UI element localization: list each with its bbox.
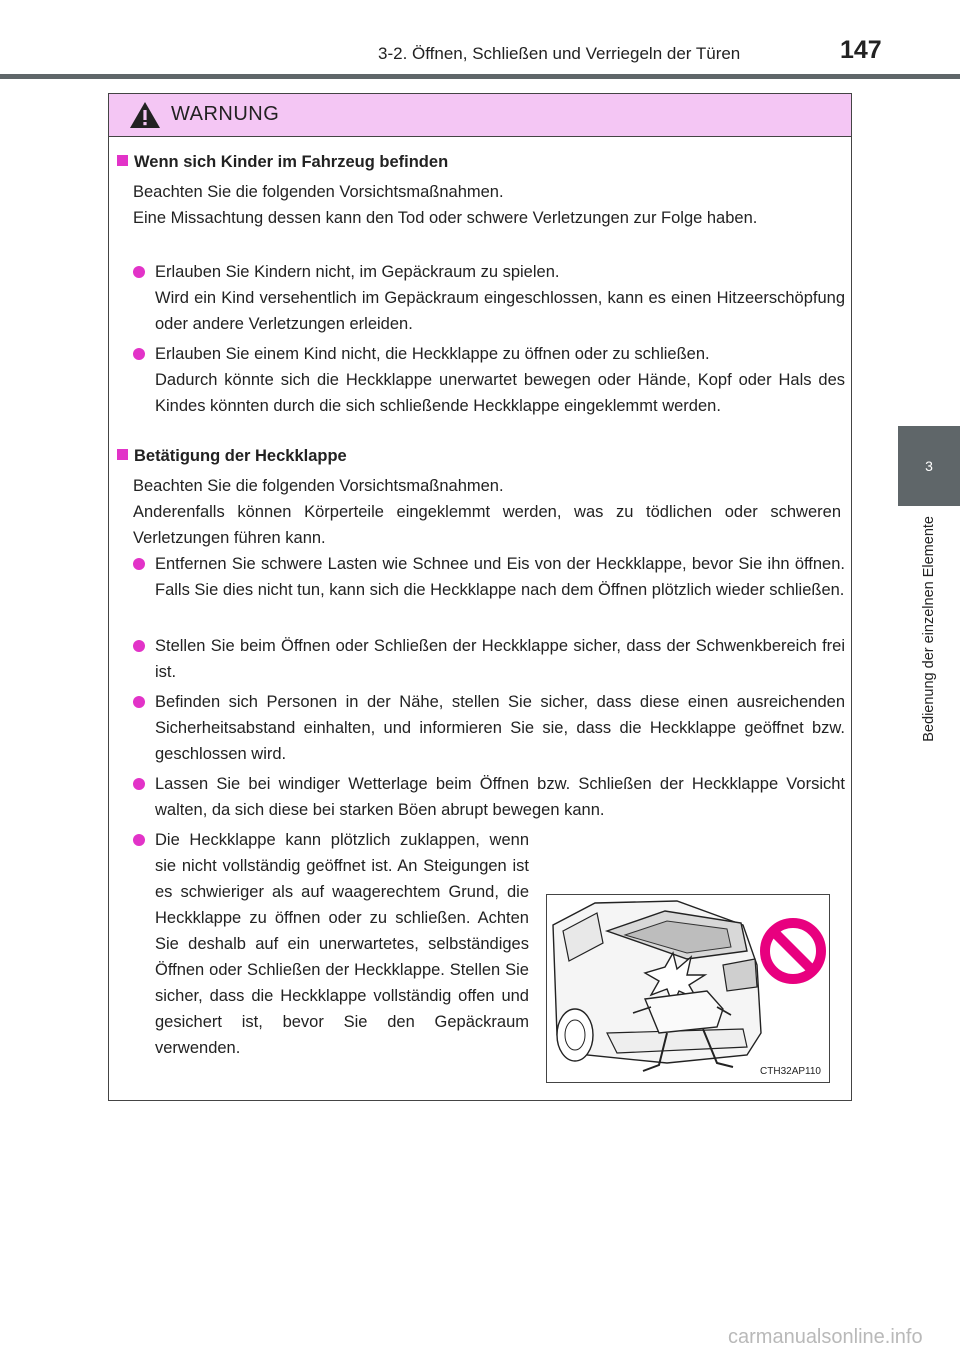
chapter-label bbox=[898, 516, 960, 806]
section-heading-children bbox=[117, 153, 448, 172]
warning-triangle-icon bbox=[129, 101, 161, 129]
list-item bbox=[133, 259, 845, 337]
circle-bullet-icon bbox=[133, 348, 145, 360]
warning-title: WARNUNG bbox=[171, 103, 280, 125]
figure-code: CTH32AP110 bbox=[760, 1066, 821, 1077]
car-tailgate-drawing bbox=[547, 895, 830, 1083]
list-item bbox=[133, 827, 529, 1061]
list-item bbox=[133, 689, 845, 767]
watermark: carmanualsonline.info bbox=[728, 1326, 923, 1348]
list-item-text: Die Heckklappe kann plötzlich zuklappen, wenn sie nicht vollständig geöffnet ist. An Steigungen ist es schwieriger als auf waagerechtem Grund, die Heckklappe zu öffnen oder zu schließen. Achten Sie deshalb auf ein unerwartetes, selbständiges Öffnen oder Schließen der Heckklappe. Stellen Sie sicher, dass die Heckklappe vollständig offen und gesichert ist, bevor Sie den Gepäckraum verwenden. bbox=[155, 831, 529, 1057]
list-item-text: Befinden sich Personen in der Nähe, stellen Sie sicher, dass diese einen ausreichenden Sicherheitsabstand einhalten, und informieren Sie sie, dass die Heckklappe geöffnet bzw. geschlossen wird. bbox=[155, 693, 845, 763]
list-item-text: Erlauben Sie einem Kind nicht, die Heckklappe zu öffnen oder zu schließen. Dadurch könnte sich die Heckklappe unerwartet bewegen oder Hände, Kopf oder Hals des Kindes könnten durch die sich schließende Heckklappe eingeklemmt werden. bbox=[155, 345, 845, 415]
list-item bbox=[133, 341, 845, 419]
list-item-text: Entfernen Sie schwere Lasten wie Schnee und Eis von der Heckklappe, bevor Sie ihn öffnen. Falls Sie dies nicht tun, kann sich die Heckklappe nach dem Öffnen plötzlich wieder schließen. bbox=[155, 555, 845, 599]
circle-bullet-icon bbox=[133, 558, 145, 570]
chapter-tab: 3 bbox=[898, 426, 960, 506]
warning-box bbox=[108, 93, 852, 1101]
section-intro: Beachten Sie die folgenden Vorsichtsmaßnahmen. Anderenfalls können Körperteile eingeklemmt werden, was zu tödlichen oder schweren Verletzungen führen kann. bbox=[133, 477, 841, 547]
list-item-text: Lassen Sie bei windiger Wetterlage beim Öffnen bzw. Schließen der Heckklappe Vorsicht walten, da sich diese bei starken Böen abrupt bewegen kann. bbox=[155, 775, 845, 819]
list-item bbox=[133, 633, 845, 685]
circle-bullet-icon bbox=[133, 266, 145, 278]
header-rule bbox=[0, 74, 960, 79]
list-item bbox=[133, 771, 845, 823]
circle-bullet-icon bbox=[133, 640, 145, 652]
square-bullet-icon bbox=[117, 449, 128, 460]
circle-bullet-icon bbox=[133, 696, 145, 708]
chapter-label-text: Bedienung der einzelnen Elemente bbox=[921, 516, 937, 742]
circle-bullet-icon bbox=[133, 778, 145, 790]
list-item-text: Erlauben Sie Kindern nicht, im Gepäckraum zu spielen. Wird ein Kind versehentlich im Gepäckraum eingeschlossen, kann es einen Hitzeerschöpfung oder andere Verletzungen erleiden. bbox=[155, 263, 845, 333]
square-bullet-icon bbox=[117, 155, 128, 166]
list-item-text: Stellen Sie beim Öffnen oder Schließen der Heckklappe sicher, dass der Schwenkbereich frei ist. bbox=[155, 637, 845, 681]
page-number: 147 bbox=[840, 36, 882, 64]
section-intro: Beachten Sie die folgenden Vorsichtsmaßnahmen. Eine Missachtung dessen kann den Tod oder schwere Verletzungen zur Folge haben. bbox=[133, 183, 758, 227]
header-title: 3-2. Öffnen, Schließen und Verriegeln der Türen bbox=[378, 44, 741, 63]
list-item bbox=[133, 551, 845, 603]
tailgate-illustration bbox=[546, 894, 830, 1083]
section-heading-text: Betätigung der Heckklappe bbox=[134, 447, 347, 465]
section-heading-tailgate bbox=[117, 447, 347, 466]
circle-bullet-icon bbox=[133, 834, 145, 846]
section-heading-text: Wenn sich Kinder im Fahrzeug befinden bbox=[134, 153, 449, 171]
warning-header bbox=[109, 94, 851, 137]
